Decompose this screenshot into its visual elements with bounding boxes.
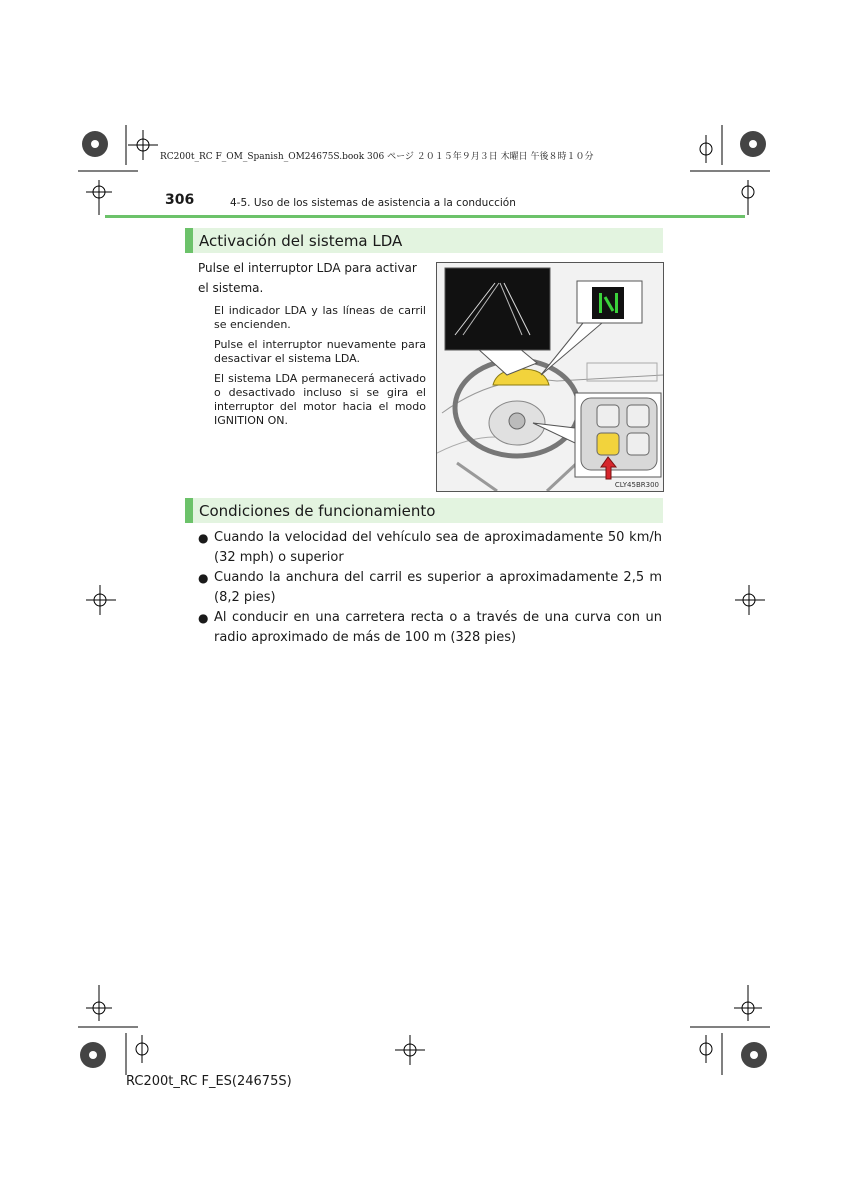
- registration-mark-top-right: [690, 125, 770, 215]
- intro-paragraph: Pulse el interruptor LDA para activar el sistema.: [198, 261, 417, 295]
- registration-mark-bottom-left: [78, 985, 158, 1075]
- section-heading-lda-activation: Activación del sistema LDA: [199, 232, 403, 250]
- registration-mark-top-center: [128, 130, 158, 160]
- list-item: ● Cuando la anchura del carril es superior a aproximadamente 2,5 m (8,2 pies): [198, 570, 662, 605]
- bullet-icon: ●: [198, 571, 209, 585]
- section-heading-bar: [185, 498, 663, 523]
- list-item: ● Cuando la velocidad del vehículo sea de aproximadamente 50 km/h (32 mph) o superior: [198, 530, 662, 565]
- print-info-line: RC200t_RC F_OM_Spanish_OM24675S.book 306 ページ ２０１５年９月３日 木曜日 午後８時１０分: [160, 152, 594, 162]
- list-item: ● Al conducir en una carretera recta o a través de una curva con un radio aproximado de más de 100 m (328 pies): [198, 610, 662, 645]
- figure-code: CLY45BR300: [614, 481, 659, 489]
- note-paragraph: El indicador LDA y las líneas de carril se encienden.: [214, 304, 426, 331]
- conditions-list: [198, 528, 662, 648]
- registration-mark-bottom-center: [395, 1035, 425, 1065]
- dashboard-illustration: [437, 263, 663, 491]
- footer-book-code: RC200t_RC F_ES(24675S): [126, 1074, 292, 1089]
- section-heading-operating-conditions: Condiciones de funcionamiento: [199, 502, 436, 520]
- section-heading-bar: [185, 228, 663, 253]
- registration-mark-mid-left: [86, 585, 116, 615]
- note-paragraph: Pulse el interruptor nuevamente para desactivar el sistema LDA.: [214, 338, 426, 365]
- page-number: 306: [165, 192, 195, 208]
- note-paragraph: El sistema LDA permanecerá activado o desactivado incluso si se gira el interruptor del motor hacia el modo IGNITION ON.: [214, 372, 426, 427]
- section-title: 4-5. Uso de los sistemas de asistencia a la conducción: [230, 197, 516, 209]
- registration-mark-bottom-right: [690, 985, 770, 1075]
- bullet-icon: ●: [198, 531, 209, 545]
- bullet-icon: ●: [198, 611, 209, 625]
- registration-mark-mid-right: [735, 585, 765, 615]
- header-rule: [105, 215, 745, 218]
- lda-switch-figure: [436, 262, 664, 492]
